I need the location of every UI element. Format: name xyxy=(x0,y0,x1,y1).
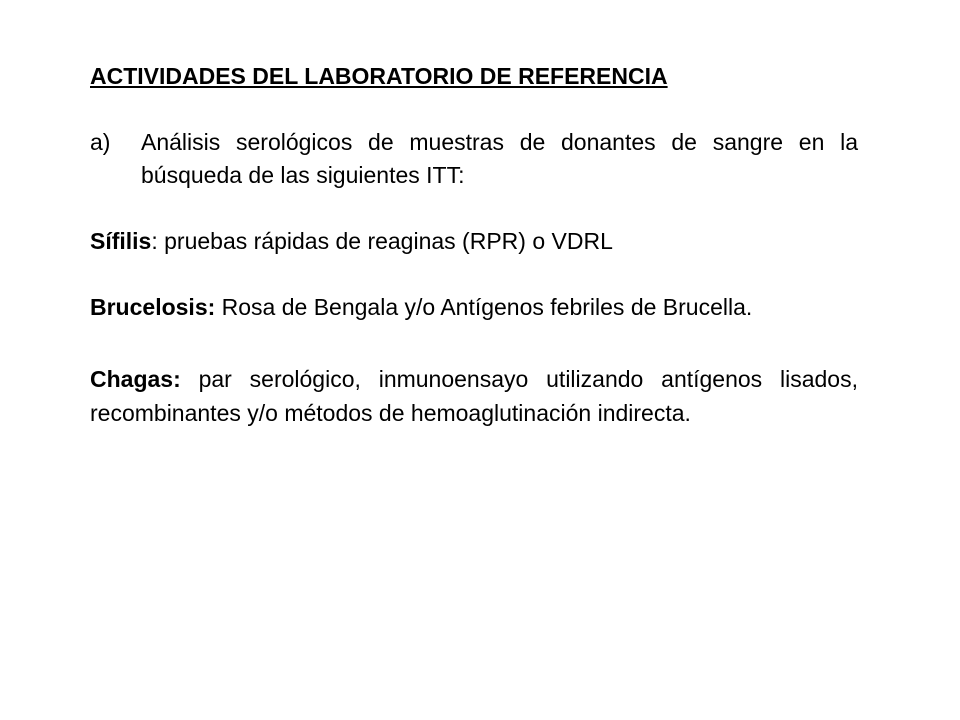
chagas-label: Chagas: xyxy=(90,366,181,392)
chagas-text: par serológico, inmunoensayo utilizando antígenos lisados, recombinantes y/o métodos de hemoaglutinación indirecta. xyxy=(90,366,858,426)
brucelosis-text: Rosa de Bengala y/o Antígenos febriles de Brucella. xyxy=(215,294,753,320)
slide-title: ACTIVIDADES DEL LABORATORIO DE REFERENCIA xyxy=(90,63,668,89)
sifilis-text: : pruebas rápidas de reaginas (RPR) o VDRL xyxy=(151,228,613,254)
list-item-a xyxy=(90,126,858,192)
sifilis-label: Sífilis xyxy=(90,228,152,254)
paragraph-sifilis xyxy=(90,225,858,258)
paragraph-brucelosis xyxy=(90,291,858,324)
list-marker: a) xyxy=(90,129,111,155)
slide-content xyxy=(90,60,858,430)
list-item-text: Análisis serológicos de muestras de donantes de sangre en la búsqueda de las siguientes ITT: xyxy=(141,129,858,188)
paragraph-chagas xyxy=(90,362,858,430)
brucelosis-label: Brucelosis: xyxy=(90,294,216,320)
